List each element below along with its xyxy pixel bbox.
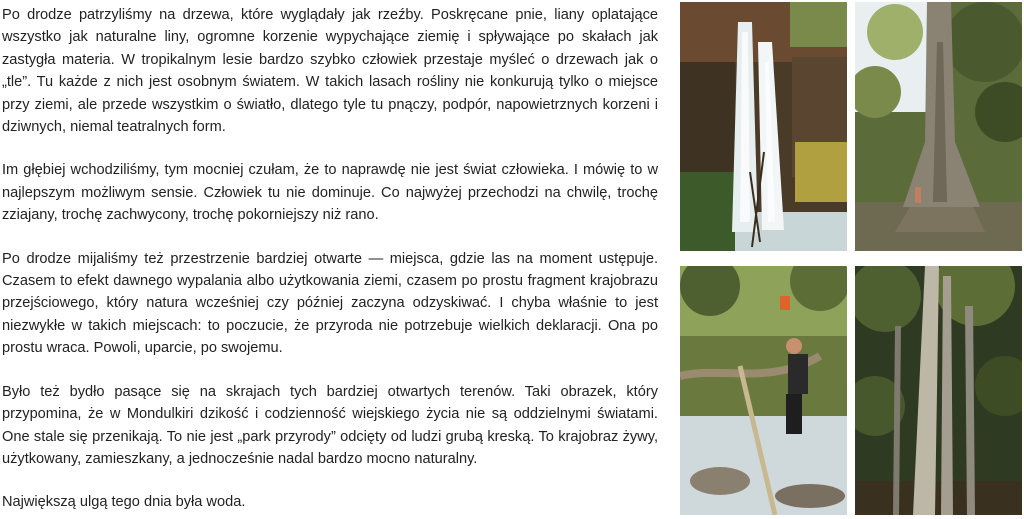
- article-text: [2, 4, 658, 519]
- waterfall-image: [680, 2, 847, 251]
- giant-tree-image: [855, 2, 1022, 251]
- giant-tree-photo[interactable]: [855, 2, 1022, 251]
- forest-trunks-image: [855, 266, 1022, 515]
- forest-trunks-photo[interactable]: [855, 266, 1022, 515]
- paragraph-3: Po drodze mijaliśmy też przestrzenie bardziej otwarte — miejsca, gdzie las na moment ustępuje. Czasem to efekt dawnego wypalania albo użytkowania ziemi, czasem po prostu fragment krajobrazu przejściowego, który natura wcześniej czy później zaczyna odzyskiwać. I chyba właśnie to jest niezwykłe w takich miejscach: to poczucie, że przyroda nie potrzebuje wielkich deklaracji. Ona po prostu wraca. Powoli, uparcie, po swojemu.: [2, 250, 658, 357]
- paragraph-4: Było też bydło pasące się na skrajach tych bardziej otwartych terenów. Taki obrazek, który przypomina, że w Mondulkiri dzikość i codzienność wiejskiego życia nie są oddzielnymi światami. One stale się przenikają. To nie jest „park przyrody” odcięty od ludzi grubą kreską. To krajobraz żywy, użytkowany, zamieszkany, a jednocześnie nadal bardzo mocno naturalny.: [2, 383, 658, 467]
- waterfall-photo[interactable]: [680, 2, 847, 251]
- paragraph-2: Im głębiej wchodziliśmy, tym mocniej czułam, że to naprawdę nie jest świat człowieka. I mówię to w najlepszym możliwym sensie. Człowiek tu nie dominuje. Co najwyżej przechodzi na chwilę, trochę zziajany, trochę zachwycony, trochę pokorniejszy niż rano.: [2, 162, 658, 224]
- paragraph-1: Po drodze patrzyliśmy na drzewa, które wyglądały jak rzeźby. Poskręcane pnie, liany oplatające wszystko jak naturalne liny, ogromne korzenie wypychające ziemię i spływające po skałach jak zastygła materia. W tropikalnym lesie bardzo szybko człowiek przestaje myśleć o drzewach jak o „tle”. Tu każde z nich jest osobnym światem. W takich lasach rośliny nie konkurują tylko o miejsce przy ziemi, ale przede wszystkim o światło, dlatego tyle tu pnączy, podpór, napowietrznych korzeni i dziwnych, niemal teatralnych form.: [2, 7, 658, 136]
- hiker-image: [680, 266, 847, 515]
- paragraph-5: Największą ulgą tego dnia była woda.: [2, 494, 246, 511]
- hiker-photo[interactable]: [680, 266, 847, 515]
